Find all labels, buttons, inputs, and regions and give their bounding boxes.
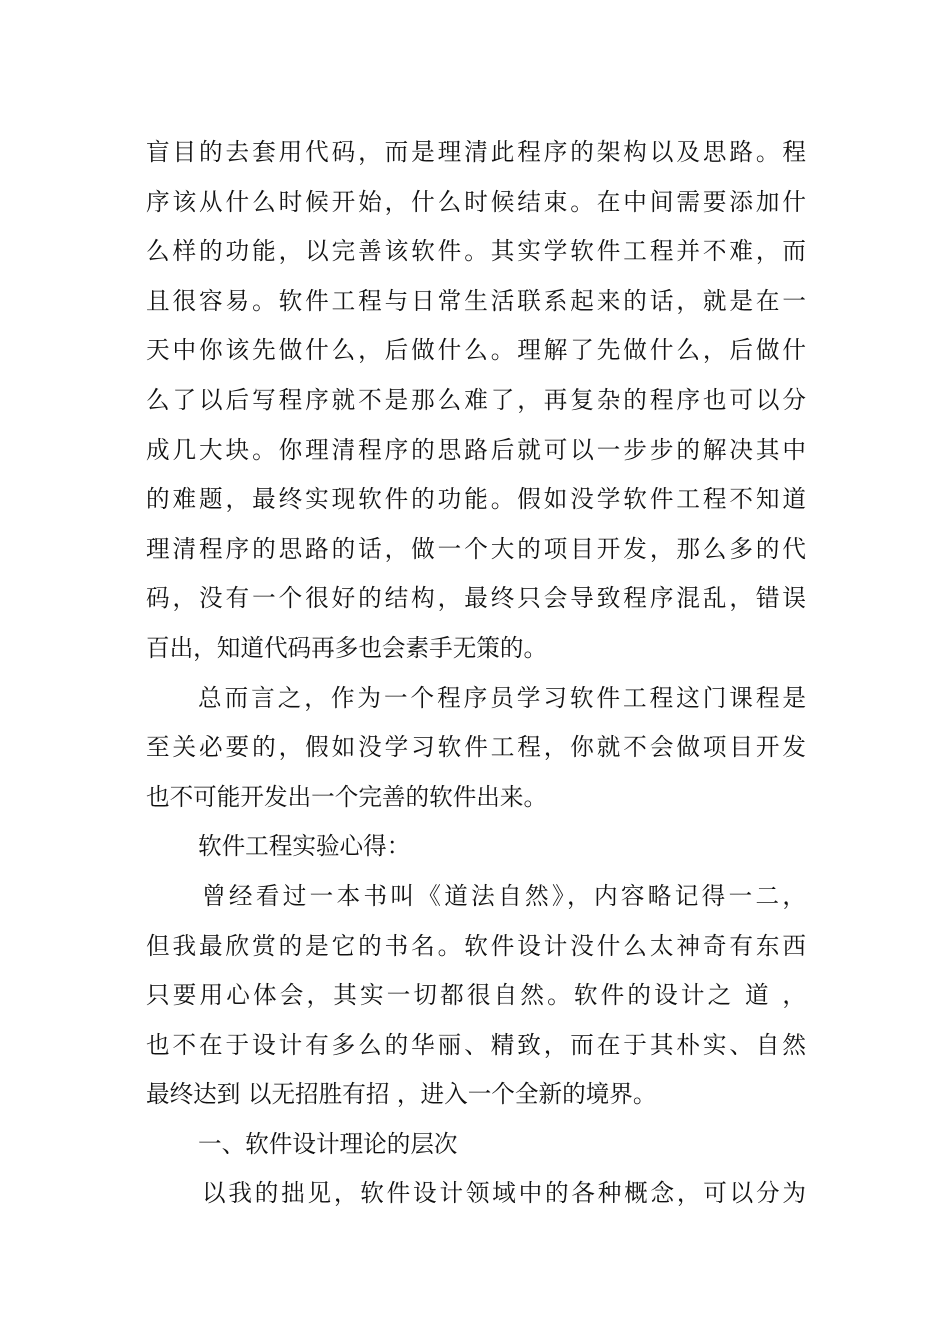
text-line: 码，没有一个很好的结构，最终只会导致程序混乱，错误: [146, 584, 806, 613]
text-line: 最终达到 以无招胜有招 ，进入一个全新的境界。: [146, 1080, 657, 1109]
text-line: 至关必要的，假如没学习软件工程，你就不会做项目开发: [146, 733, 806, 762]
text-line: 天中你该先做什么，后做什么。理解了先做什么，后做什: [146, 336, 806, 365]
text-line: 也不可能开发出一个完善的软件出来。: [146, 782, 548, 811]
paragraph-start-line: 总而言之，作为一个程序员学习软件工程这门课程是: [198, 683, 806, 712]
text-line: 也不在于设计有多么的华丽、精致，而在于其朴实、自然: [146, 1030, 806, 1059]
text-line: 成几大块。你理清程序的思路后就可以一步步的解决其中: [146, 435, 806, 464]
paragraph-start-line: 以我的拙见，软件设计领域中的各种概念，可以分为: [202, 1179, 806, 1208]
body-text: [146, 128, 806, 1219]
subsection-heading: 一、软件设计理论的层次: [198, 1129, 458, 1158]
text-line: 么样的功能，以完善该软件。其实学软件工程并不难，而: [146, 237, 806, 266]
text-line: 理清程序的思路的话，做一个大的项目开发，那么多的代: [146, 534, 806, 563]
text-line: 的难题，最终实现软件的功能。假如没学软件工程不知道: [146, 485, 806, 514]
text-line: 序该从什么时候开始，什么时候结束。在中间需要添加什: [146, 187, 806, 216]
paragraph-start-line: 曾经看过一本书叫《道法自然》，内容略记得一二，: [202, 881, 806, 910]
text-line: 百出，知道代码再多也会素手无策的。: [146, 633, 548, 662]
text-line: 么了以后写程序就不是那么难了，再复杂的程序也可以分: [146, 385, 806, 414]
text-line: 但我最欣赏的是它的书名。软件设计没什么太神奇有东西: [146, 931, 806, 960]
text-line: 只要用心体会，其实一切都很自然。软件的设计之 道 ，: [146, 981, 806, 1010]
text-line: 盲目的去套用代码，而是理清此程序的架构以及思路。程: [146, 138, 806, 166]
section-heading: 软件工程实验心得：: [198, 832, 411, 861]
text-line: 且很容易。软件工程与日常生活联系起来的话，就是在一: [146, 286, 806, 315]
